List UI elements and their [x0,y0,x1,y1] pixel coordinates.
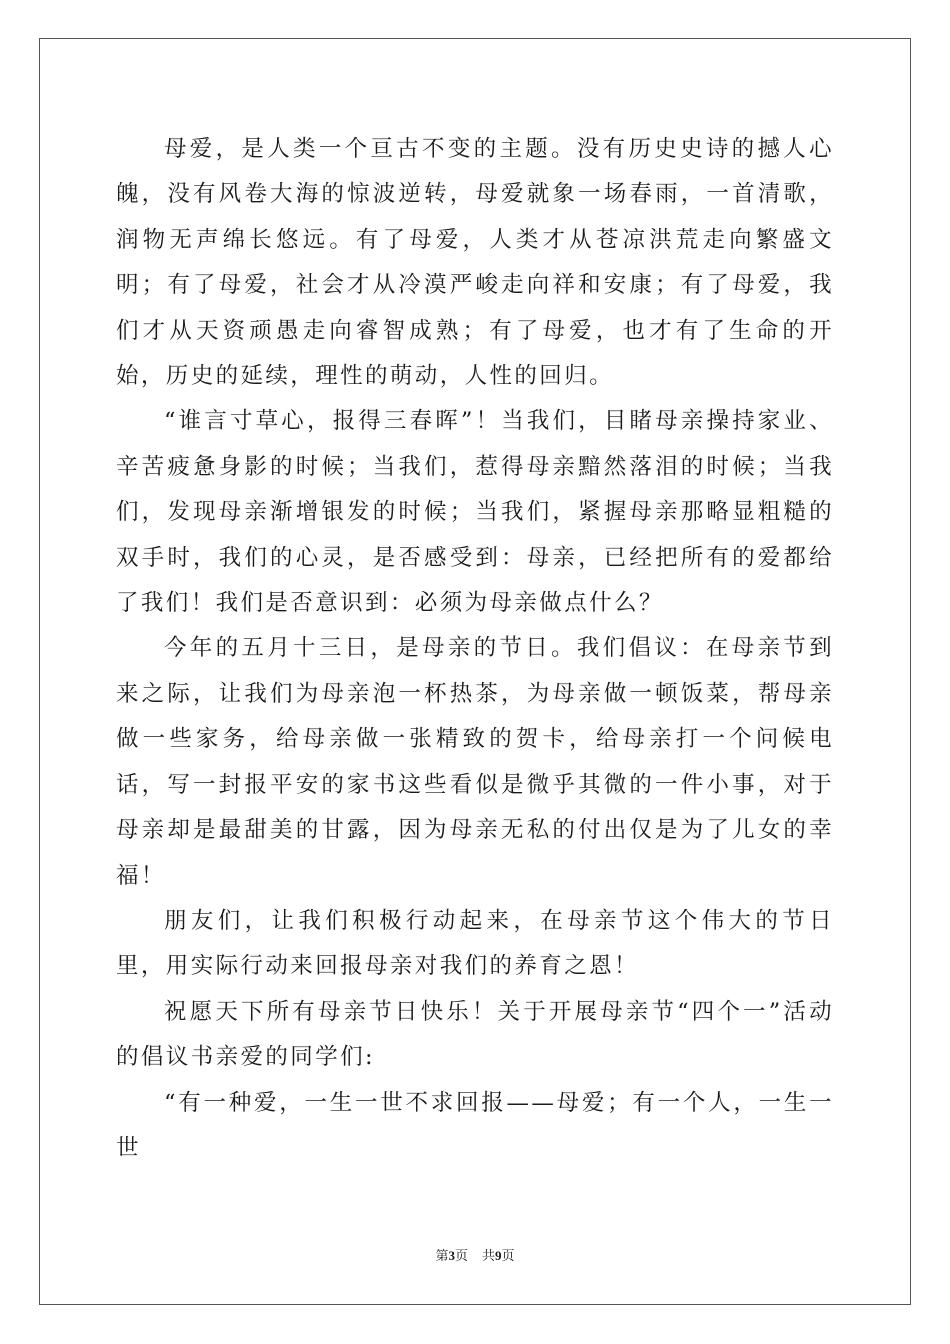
footer-total-suffix: 页 [501,1249,515,1264]
paragraph-poem-quote: “谁言寸草心，报得三春晖”！当我们，目睹母亲操持家业、辛苦疲惫身影的时候；当我们，惹得母亲黯然落泪的时候；当我们，发现母亲渐增银发的时候；当我们，紧握母亲那略显粗糙的双手时，我们的心灵，是否感受到：母亲，已经把所有的爱都给了我们！我们是否意识到：必须为母亲做点什么？ [116,408,834,617]
paragraph-one-kind-of-love: “有一种爱，一生一世不求回报——母爱；有一个人，一生一世 [116,1089,834,1161]
document-body [116,127,834,1171]
footer-page-unit: 页 [454,1249,468,1264]
footer-total-prefix: 共 [482,1249,496,1264]
footer-total-pages: 9 [495,1248,502,1263]
paragraph-call-to-action: 朋友们，让我们积极行动起来，在母亲节这个伟大的节日里，用实际行动来回报母亲对我们的养育之恩！ [116,907,834,980]
page-footer [0,1247,950,1266]
paragraph-mothers-day-proposal: 今年的五月十三日，是母亲的节日。我们倡议：在母亲节到来之际，让我们为母亲泡一杯热茶，为母亲做一顿饭菜，帮母亲做一些家务，给母亲做一张精致的贺卡，给母亲打一个问候电话，写一封报平安的家书这些看似是微乎其微的一件小事，对于母亲却是最甜美的甘露，因为母亲无私的付出仅是为了儿女的幸福！ [116,635,834,889]
footer-current-page: 3 [448,1248,455,1263]
paragraph-mothers-love-theme: 母爱，是人类一个亘古不变的主题。没有历史史诗的撼人心魄，没有风卷大海的惊波逆转，母爱就象一场春雨，一首清歌，润物无声绵长悠远。有了母爱，人类才从苍凉洪荒走向繁盛文明；有了母爱，社会才从冷漠严峻走向祥和安康；有了母爱，我们才从天资顽愚走向睿智成熟；有了母爱，也才有了生命的开始，历史的延续，理性的萌动，人性的回归。 [116,136,834,390]
paragraph-blessing: 祝愿天下所有母亲节日快乐！关于开展母亲节“四个一”活动的倡议书亲爱的同学们: [116,998,834,1071]
footer-prefix: 第 [435,1249,449,1264]
